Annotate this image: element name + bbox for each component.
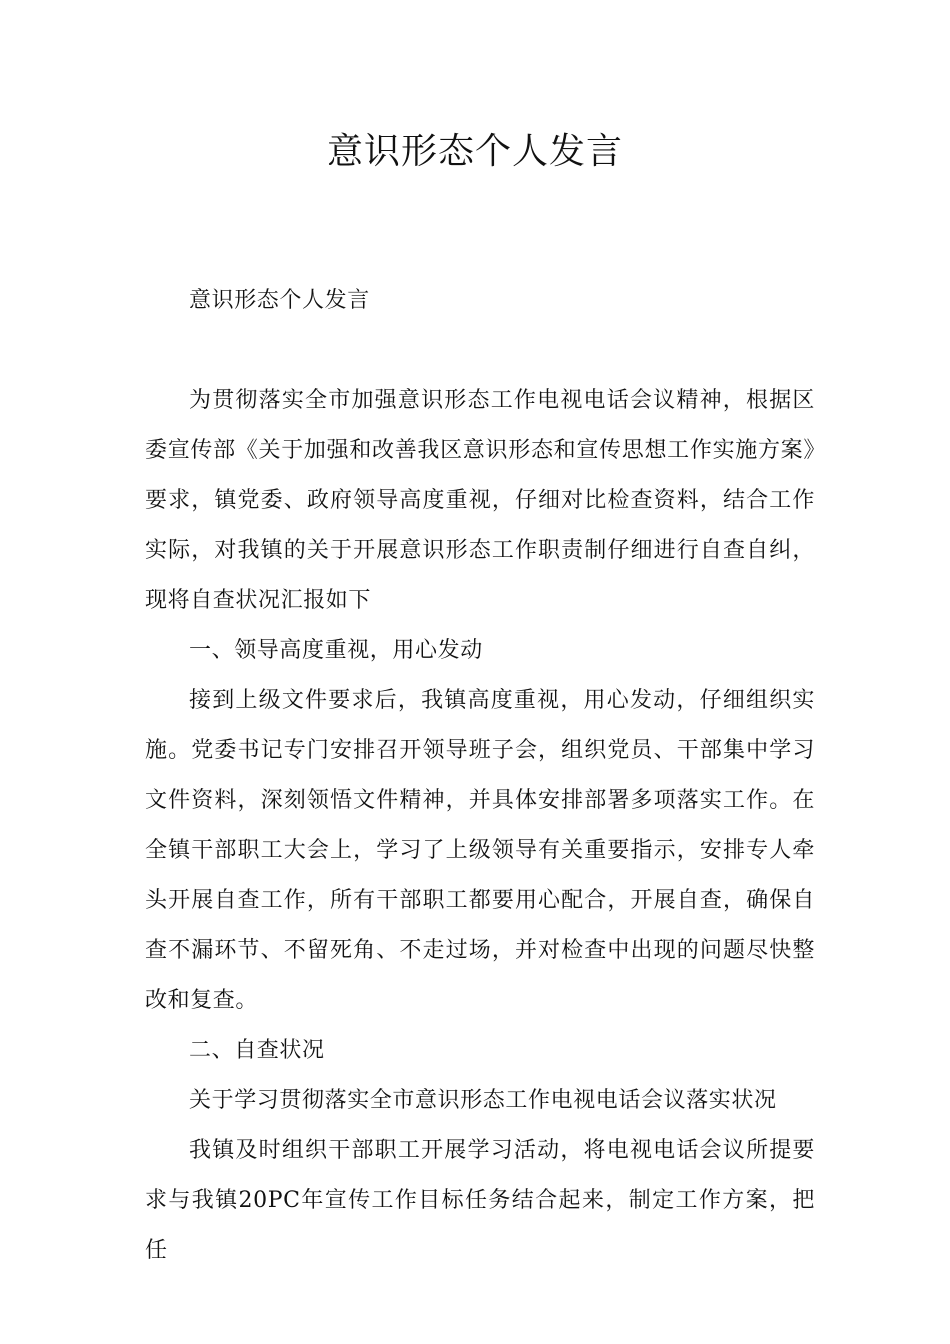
paragraph-intro: 为贯彻落实全市加强意识形态工作电视电话会议精神，根据区委宣传部《关于加强和改善我区意识形态和宣传思想工作实施方案》要求，镇党委、政府领导高度重视，仔细对比检查资料，结合工作实际，对我镇的关于开展意识形态工作职责制仔细进行自查自纠，现将自查状况汇报如下 [145, 388, 815, 613]
paragraph-section-2: 我镇及时组织干部职工开展学习活动，将电视电话会议所提要求与我镇20PC年宣传工作目标任务结合起来，制定工作方案，把任 [145, 1138, 815, 1263]
paragraph-section-1: 接到上级文件要求后，我镇高度重视，用心发动，仔细组织实施。党委书记专门安排召开领导班子会，组织党员、干部集中学习文件资料，深刻领悟文件精神，并具体安排部署多项落实工作。在全镇干部职工大会上，学习了上级领导有关重要指示，安排专人牵头开展自查工作，所有干部职工都要用心配合，开展自查，确保自查不漏环节、不留死角、不走过场，并对检查中出现的问题尽快整改和复查。 [145, 688, 815, 1013]
section-heading-1: 一、领导高度重视，用心发动 [189, 638, 483, 663]
document-subtitle: 意识形态个人发言 [189, 288, 370, 313]
document-title: 意识形态个人发言 [326, 131, 623, 172]
subsection-heading: 关于学习贯彻落实全市意识形态工作电视电话会议落实状况 [189, 1088, 777, 1113]
document-body [145, 376, 815, 1276]
section-heading-2: 二、自查状况 [189, 1038, 325, 1063]
